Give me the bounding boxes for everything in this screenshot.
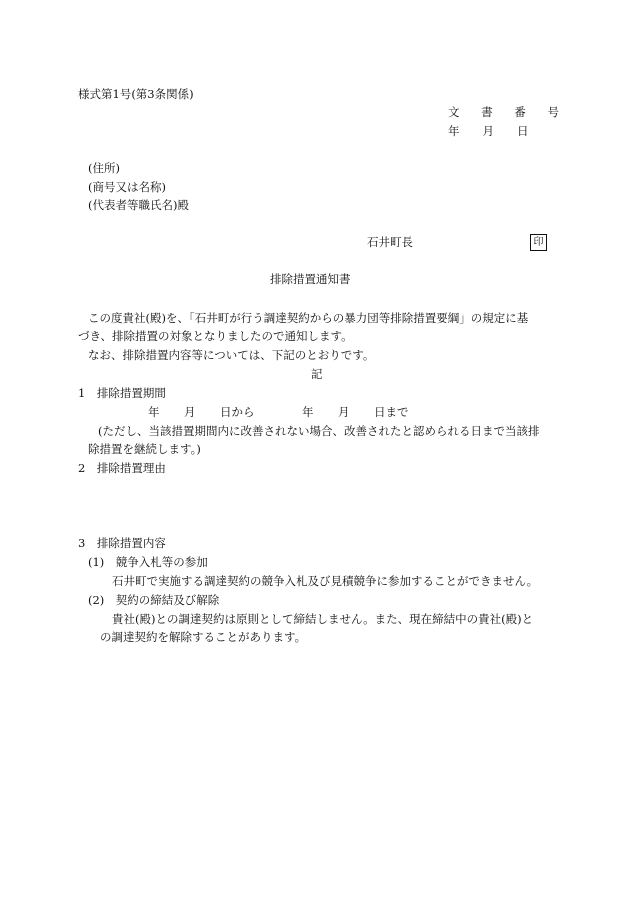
period-to-year: 年	[302, 405, 314, 419]
section-1-title: 1 排除措置期間	[78, 386, 166, 400]
period-to-month: 月	[338, 405, 350, 419]
section-3-2-title: (2) 契約の締結及び解除	[88, 593, 220, 607]
period-from-day: 日から	[220, 405, 255, 419]
ki-marker: 記	[311, 367, 323, 381]
document-number-label: 文 書 番 号	[448, 105, 568, 119]
addressee-representative: (代表者等職氏名)殿	[88, 198, 189, 212]
sender-name: 石井町長	[367, 235, 413, 249]
section-3-2-line-1: 貴社(殿)との調達契約は原則として締結しません。また、現在締結中の貴社(殿)と	[112, 612, 534, 626]
addressee-company: (商号又は名称)	[88, 180, 166, 194]
document-title: 排除措置通知書	[270, 272, 351, 286]
section-1-note-line-2: 除措置を継続します。)	[88, 442, 201, 456]
body-paragraph-1-line-2: づき、排除措置の対象となりましたので通知します。	[78, 329, 353, 343]
section-1-note-line-1: (ただし、当該措置期間内に改善されない場合、改善されたと認められる日まで当該排	[98, 424, 540, 438]
section-3-1-title: (1) 競争入札等の参加	[88, 555, 208, 569]
period-to-day: 日まで	[374, 405, 409, 419]
section-3-title: 3 排除措置内容	[78, 536, 166, 550]
addressee-address: (住所)	[88, 161, 120, 175]
form-number: 様式第1号(第3条関係)	[78, 87, 194, 101]
section-2-title: 2 排除措置理由	[78, 461, 166, 475]
period-from-year: 年	[148, 405, 160, 419]
body-paragraph-2: なお、排除措置内容等については、下記のとおりです。	[88, 348, 375, 362]
date-line: 年 月 日	[448, 124, 529, 138]
body-paragraph-1-line-1: この度貴社(殿)を、「石井町が行う調達契約からの暴力団等排除措置要綱」の規定に基	[88, 311, 529, 325]
section-3-2-line-2: の調達契約を解除することがあります。	[100, 630, 307, 644]
section-3-1-text: 石井町で実施する調達契約の競争入札及び見積競争に参加することができません。	[112, 574, 539, 588]
period-from-month: 月	[184, 405, 196, 419]
seal-mark: 印	[530, 234, 547, 251]
